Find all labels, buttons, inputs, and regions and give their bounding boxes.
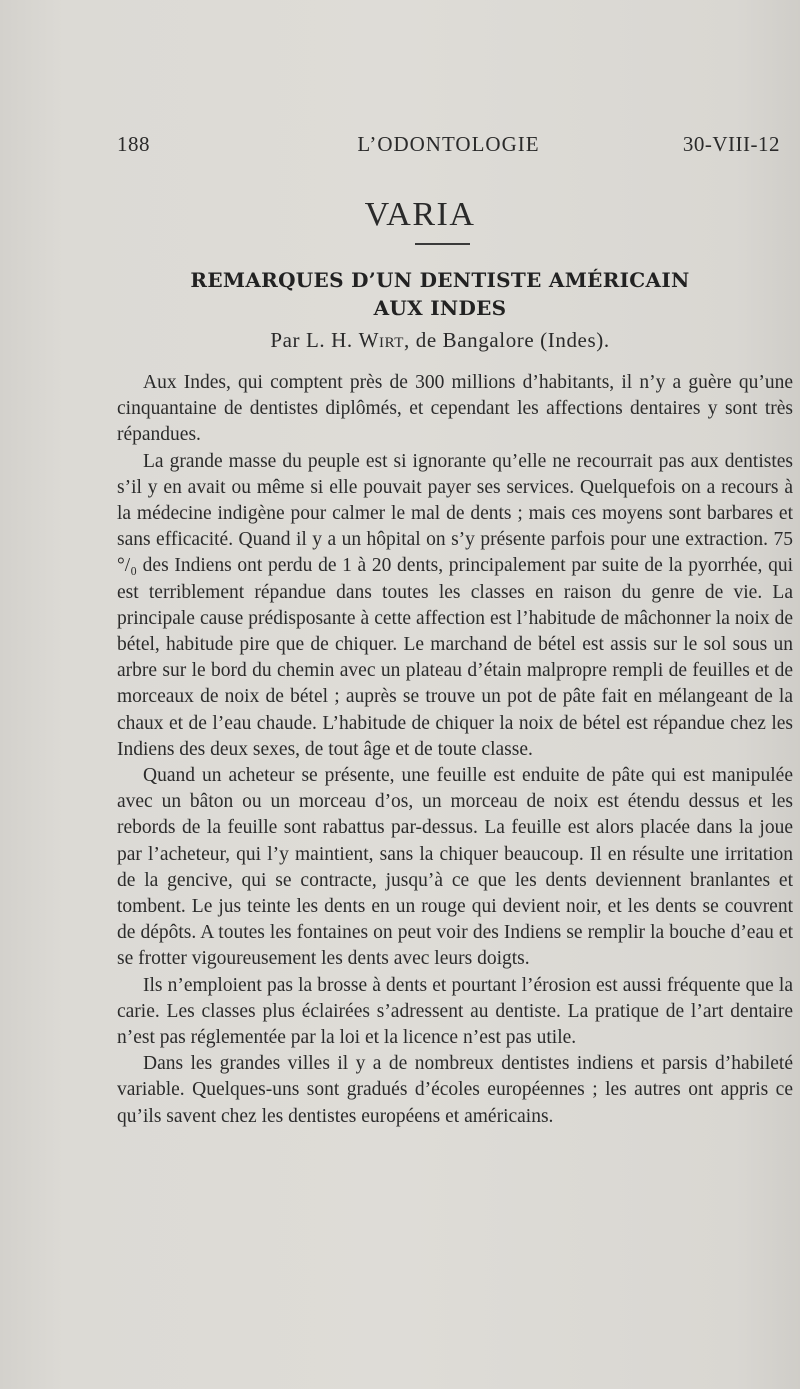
article-title-line-1: REMARQUES D’UN DENTISTE AMÉRICAIN [190,268,690,292]
paragraph: La grande masse du peuple est si ignorante qu’elle ne recourrait pas aux dentistes s’il y en avait ou même si elle pouvait payer ses services. Quelquefois on a recours à la médecine indigène pour calmer le mal de dents ; mais ces moyens sont barbares et sans efficacité. Quand il y a un hôpital on s’y présente parfois pour une extraction. 75 °/₀ des Indiens ont perdu de 1 à 20 dents, principalement par suite de la pyorrhée, qui est terriblement répandue dans toutes les classes en raison du genre de vie. La principale cause prédisposante à cette affection est l’habitude de mâchonner la noix de bétel, habitude pire que de chiquer. Le marchand de bétel est assis sur le sol sous un arbre sur le bord du chemin avec un plateau d’étain malpropre rempli de feuilles et de morceaux de noix de bétel ; auprès se trouve un pot de pâte fait en mélangeant de la chaux et de l’eau chaude. L’habitude de chiquer la noix de bétel est répandue chez les Indiens des deux sexes, de tout âge et de toute classe. [117,450,793,760]
article-body [117,370,793,1130]
byline-author: Wirt [358,328,405,352]
paragraph: Aux Indes, qui comptent près de 300 millions d’habitants, il n’y a guère qu’une cinquantaine de dentistes diplômés, et cependant les affections dentaires y sont très répandues. [117,372,793,446]
byline-suffix: , de Bangalore (Indes). [404,328,610,352]
paragraph: Ils n’emploient pas la brosse à dents et pourtant l’érosion est aussi fréquente que la carie. Les classes plus éclairées s’adressent au dentiste. La pratique de l’art dentaire n’est pas réglementée par la loi et la licence n’est pas utile. [117,974,793,1049]
article-title-line-2: AUX INDES [373,296,507,320]
title-rule [415,243,470,245]
journal-title: L’ODONTOLOGIE [357,132,540,156]
article-title [100,266,780,322]
page-number: 188 [117,132,150,156]
article-byline [100,328,780,353]
byline-prefix: Par L. H. [270,328,353,352]
issue-date: 30-VIII-12 [682,132,780,156]
paragraph: Dans les grandes villes il y a de nombreux dentistes indiens et parsis d’habileté variable. Quelques-uns sont gradués d’écoles européennes ; les autres ont appris ce qu’ils savent chez les dentistes européens et américains. [117,1053,793,1127]
running-header [117,132,780,162]
section-title: VARIA [364,196,476,233]
paragraph: Quand un acheteur se présente, une feuille est enduite de pâte qui est manipulée avec un bâton ou un morceau d’os, un morceau de noix est étendu dessus et les rebords de la feuille sont rabattus par-dessus. La feuille est alors placée dans la joue par l’acheteur, qui l’y maintient, sans la chiquer beaucoup. Il en résulte une irritation de la gencive, qui se contracte, jusqu’à ce que les dents deviennent branlantes et tombent. Le jus teinte les dents en un rouge qui devient noir, et les dents se couvrent de dépôts. A toutes les fontaines on peut voir des Indiens se remplir la bouche d’eau et se frotter vigoureusement les dents avec leurs doigts. [117,765,793,970]
